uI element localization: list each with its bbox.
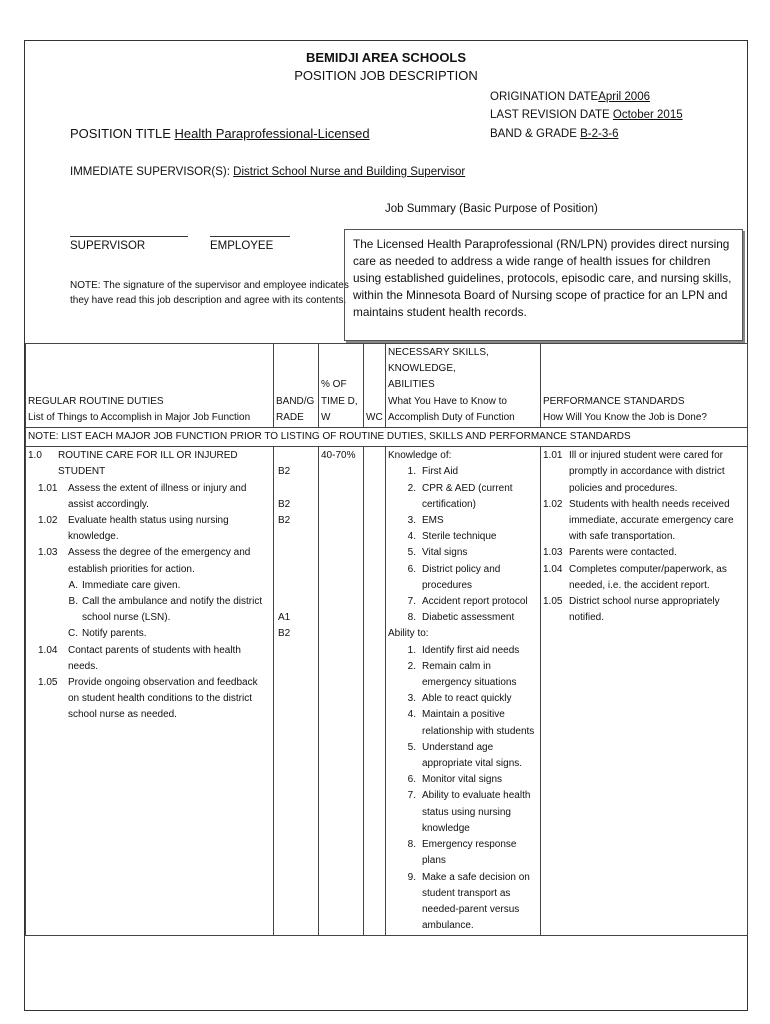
duty-sub-letter: B. (68, 596, 78, 608)
knowledge-text: Sterile technique (422, 531, 497, 543)
signature-note-line2: they have read this job description and agree with its contents. (70, 295, 347, 306)
function-row (26, 447, 748, 936)
ability-number: 5. (407, 741, 416, 753)
duty-sub-letter: C. (68, 628, 78, 640)
duty-number: 1.05 (38, 677, 58, 689)
duty-sub-text: Call the ambulance and notify the district school nurse (LSN). (82, 596, 263, 624)
wc-cell (364, 447, 386, 936)
header-band (274, 344, 319, 428)
duty-item (28, 481, 271, 513)
ability-text: Maintain a positive relationship with students (422, 709, 535, 737)
knowledge-item (388, 513, 538, 529)
position-title (70, 126, 370, 141)
knowledge-number: 6. (407, 563, 416, 575)
ability-item (388, 659, 538, 691)
table-note-row (26, 428, 748, 447)
knowledge-heading: Knowledge of: (388, 450, 452, 462)
ability-text: Emergency response plans (422, 839, 517, 867)
standard-number: 1.03 (543, 547, 563, 559)
duties-cell (26, 447, 274, 936)
origination-value: April 2006 (598, 91, 650, 103)
header-skills-line3: What You Have to Know to (388, 395, 507, 407)
job-summary-box (344, 229, 743, 341)
performance-cell (541, 447, 748, 936)
knowledge-text: District policy and procedures (422, 563, 501, 591)
duty-subitem (28, 578, 271, 594)
organization-name: BEMIDJI AREA SCHOOLS (305, 50, 467, 65)
table-note: NOTE: LIST EACH MAJOR JOB FUNCTION PRIOR TO LISTING OF ROUTINE DUTIES, SKILLS AND PERFORMANCE STANDARDS (26, 428, 748, 447)
ability-item (388, 788, 538, 837)
header-skills-line4: Accomplish Duty of Function (388, 411, 515, 423)
table-header-row (26, 344, 748, 428)
duty-subitem (28, 626, 271, 642)
ability-text: Make a safe decision on student transport as needed-parent versus ambulance. (422, 871, 530, 932)
skills-cell (386, 447, 541, 936)
knowledge-text: CPR & AED (current certification) (422, 482, 513, 510)
knowledge-number: 7. (407, 596, 416, 608)
duty-text: Contact parents of students with health needs. (68, 644, 241, 672)
ability-number: 6. (407, 774, 416, 786)
band-label: BAND & GRADE (490, 128, 577, 140)
ability-number: 3. (407, 693, 416, 705)
header-band-line1: BAND/G (276, 395, 315, 407)
header-skills-line2: ABILITIES (388, 379, 435, 391)
standard-item (543, 594, 745, 626)
standard-number: 1.05 (543, 596, 563, 608)
standard-text: Parents were contacted. (569, 547, 677, 559)
header-duties-title: REGULAR ROUTINE DUTIES (28, 395, 164, 407)
duty-sub-text: Immediate care given. (82, 579, 181, 591)
signature-note-line1: NOTE: The signature of the supervisor and employee indicates (70, 280, 349, 291)
ability-text: Remain calm in emergency situations (422, 660, 517, 689)
band-value: B2 (278, 628, 291, 640)
standard-text: Students with health needs received immediate, accurate emergency care with safe transportation. (569, 498, 734, 543)
duty-text: Assess the extent of illness or injury and assist accordingly. (68, 482, 247, 510)
ability-item (388, 772, 538, 788)
duty-item (28, 513, 271, 545)
ability-item (388, 707, 538, 739)
knowledge-number: 1. (407, 466, 416, 478)
band-value: A1 (278, 612, 291, 624)
ability-text: Able to react quickly (422, 693, 512, 705)
job-description-page (24, 40, 748, 1011)
revision-date (490, 109, 683, 121)
ability-number: 4. (407, 709, 416, 721)
knowledge-item (388, 610, 538, 626)
ability-number: 9. (407, 871, 416, 883)
immediate-supervisor (70, 166, 465, 178)
knowledge-item (388, 464, 538, 480)
band-cell (274, 447, 319, 936)
function-time-percent: 40-70% (321, 450, 356, 462)
ability-item (388, 691, 538, 707)
knowledge-number: 8. (407, 612, 416, 624)
ability-heading: Ability to: (388, 628, 429, 640)
standard-number: 1.04 (543, 563, 563, 575)
header-time (319, 344, 364, 428)
standard-text: District school nurse appropriately notified. (569, 596, 720, 624)
header-wc-label: WC (366, 411, 383, 423)
header-duties (26, 344, 274, 428)
knowledge-number: 2. (407, 482, 416, 494)
band-value: B2 (278, 466, 291, 478)
header-skills-line1: NECESSARY SKILLS, KNOWLEDGE, (388, 347, 489, 375)
header-time-line1: % OF (321, 379, 347, 391)
standard-number: 1.02 (543, 498, 563, 510)
header-time-line2: TIME D, (321, 395, 358, 407)
ability-item (388, 870, 538, 935)
duty-item (28, 545, 271, 577)
header-band-line2: RADE (276, 411, 304, 423)
header-duties-subtitle: List of Things to Accomplish in Major Job Function (28, 411, 251, 423)
knowledge-item (388, 594, 538, 610)
standard-text: Ill or injured student were cared for promptly in accordance with district policies and procedures. (569, 450, 725, 494)
origination-label: ORIGINATION DATE (490, 91, 599, 103)
duty-item (28, 675, 271, 724)
ability-number: 8. (407, 839, 416, 851)
duties-table (25, 343, 748, 936)
function-number: 1.0 (28, 450, 42, 462)
position-title-value: Health Paraprofessional-Licensed (174, 126, 370, 141)
band-grade (490, 128, 618, 140)
duty-number: 1.01 (38, 482, 58, 494)
header-skills (386, 344, 541, 428)
duty-sub-text: Notify parents. (82, 628, 147, 640)
header-wc (364, 344, 386, 428)
header-time-line3: W (321, 411, 331, 423)
standard-item (543, 497, 745, 546)
duty-number: 1.03 (38, 547, 58, 559)
ability-text: Monitor vital signs (422, 774, 503, 786)
employee-signature-label: EMPLOYEE (210, 240, 274, 252)
ability-item (388, 740, 538, 772)
knowledge-text: Vital signs (422, 547, 468, 559)
time-cell (319, 447, 364, 936)
ability-number: 2. (407, 660, 416, 672)
summary-heading: Job Summary (Basic Purpose of Position) (385, 203, 598, 215)
revision-label: LAST REVISION DATE (490, 109, 610, 121)
duty-number: 1.04 (38, 644, 58, 656)
standard-item (543, 562, 745, 594)
duty-text: Assess the degree of the emergency and establish priorities for action. (68, 547, 251, 575)
supervisor-signature-line[interactable] (70, 236, 188, 237)
standard-text: Completes computer/paperwork, as needed, i.e. the accident report. (569, 563, 727, 591)
knowledge-item (388, 481, 538, 513)
knowledge-number: 5. (407, 547, 416, 559)
band-value: B2 (278, 515, 291, 527)
duty-subitem (28, 594, 271, 626)
revision-value: October 2015 (612, 109, 683, 121)
band-value: B-2-3-6 (580, 128, 619, 140)
supervisor-signature-label: SUPERVISOR (70, 240, 146, 252)
standard-item (543, 448, 745, 497)
employee-signature-line[interactable] (210, 236, 290, 237)
supervisor-value: District School Nurse and Building Supervisor (233, 166, 466, 178)
knowledge-item (388, 545, 538, 561)
knowledge-text: First Aid (422, 466, 459, 478)
job-summary-text: The Licensed Health Paraprofessional (RN/LPN) provides direct nursing care as needed to address a wide range of health issues for children using established guidelines, protocols, episodic care, and nursing skills, within the Minnesota Board of Nursing scope of practice for an LPN and maintains student health records. (353, 237, 732, 320)
knowledge-text: Diabetic assessment (422, 612, 515, 624)
ability-item (388, 837, 538, 869)
document-title: POSITION JOB DESCRIPTION (294, 68, 478, 83)
header-performance (541, 344, 748, 428)
duty-text: Evaluate health status using nursing knowledge. (68, 515, 229, 543)
ability-item (388, 643, 538, 659)
duty-item (28, 643, 271, 675)
ability-number: 7. (407, 790, 416, 802)
function-heading (28, 448, 271, 480)
duty-text: Provide ongoing observation and feedback on student health conditions to the district school nurse as needed. (68, 677, 258, 721)
duty-sub-letter: A. (68, 579, 78, 591)
ability-text: Ability to evaluate health status using nursing knowledge (422, 790, 531, 834)
ability-number: 1. (407, 644, 416, 656)
header-performance-line2: How Will You Know the Job is Done? (543, 411, 707, 423)
origination-date (490, 91, 650, 103)
band-value: B2 (278, 498, 291, 510)
position-title-label: POSITION TITLE (70, 126, 171, 141)
standard-number: 1.01 (543, 450, 563, 462)
ability-text: Identify first aid needs (422, 644, 520, 656)
knowledge-item (388, 529, 538, 545)
standard-item (543, 545, 745, 561)
supervisor-label: IMMEDIATE SUPERVISOR(S): (70, 166, 230, 178)
header-performance-line1: PERFORMANCE STANDARDS (543, 395, 685, 407)
knowledge-number: 4. (407, 531, 416, 543)
knowledge-number: 3. (407, 515, 416, 527)
duty-number: 1.02 (38, 515, 58, 527)
knowledge-text: EMS (422, 515, 444, 527)
function-title: ROUTINE CARE FOR ILL OR INJURED STUDENT (58, 450, 238, 478)
knowledge-text: Accident report protocol (422, 596, 528, 608)
ability-text: Understand age appropriate vital signs. (422, 741, 523, 770)
knowledge-item (388, 562, 538, 594)
